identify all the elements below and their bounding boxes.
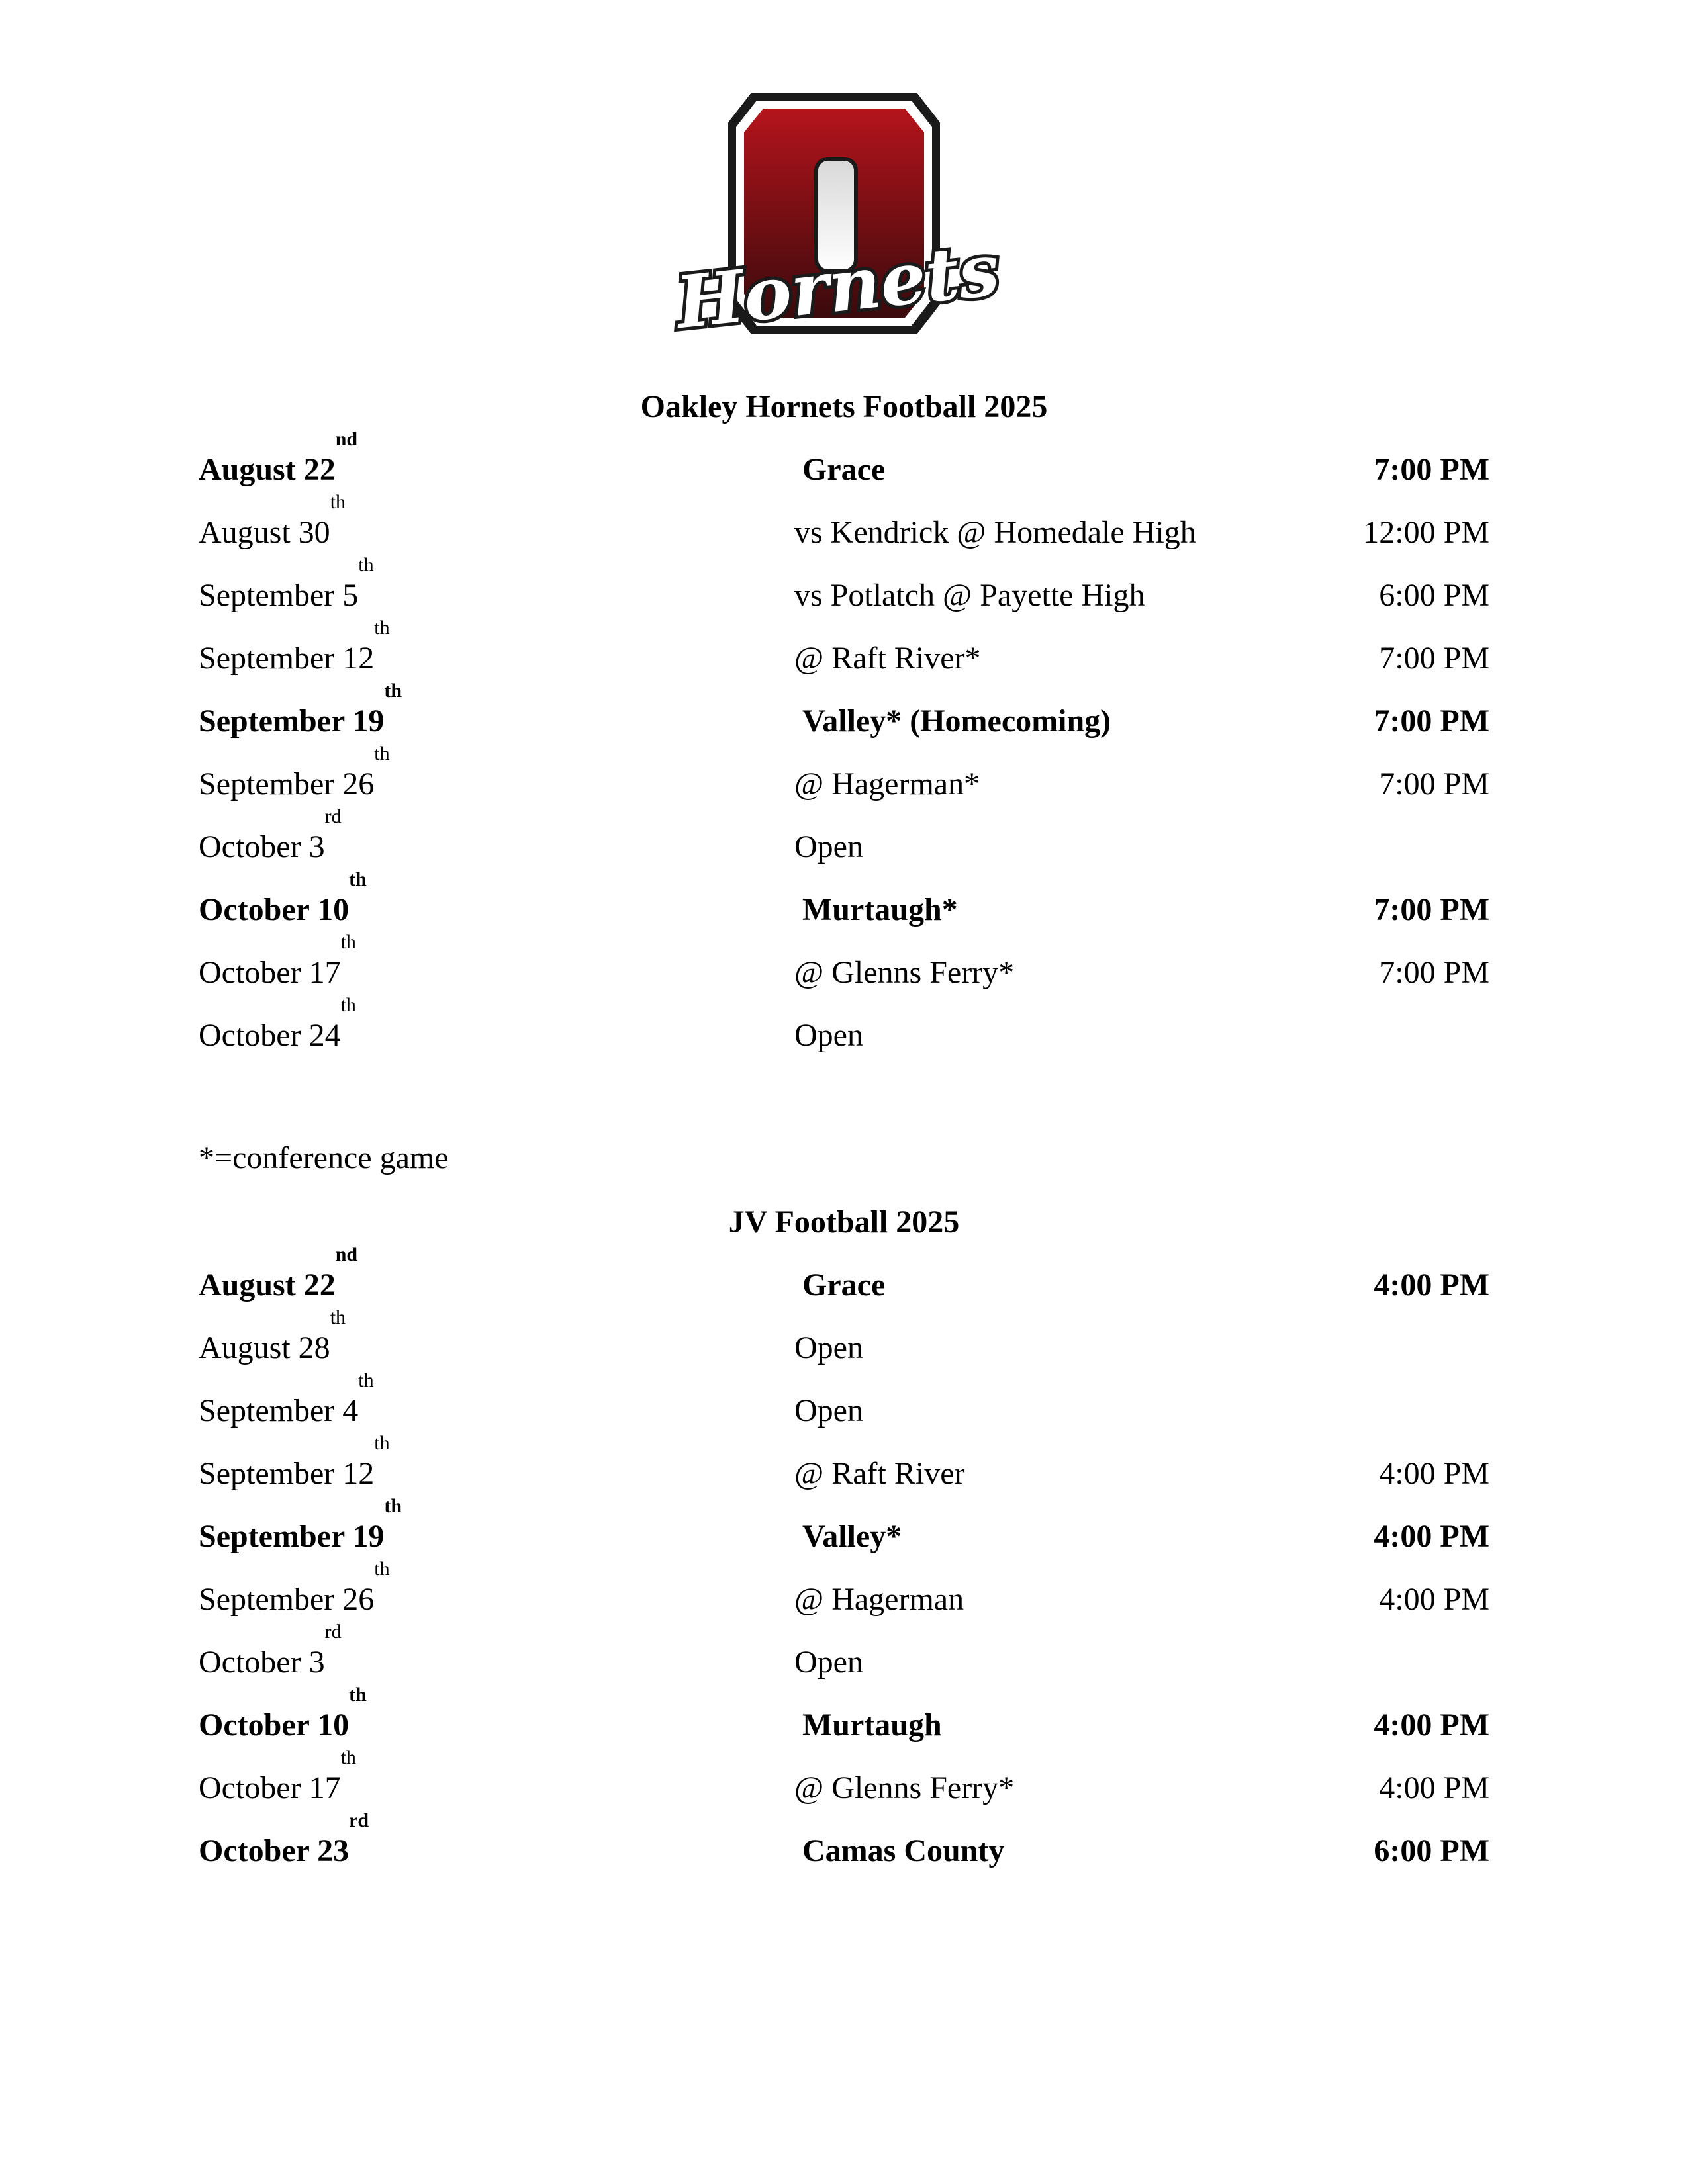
game-opponent: vs Kendrick @ Homedale High (794, 515, 1196, 550)
date-suffix: th (358, 1369, 374, 1391)
game-date: September 4th (199, 1369, 374, 1428)
game-time: 4:00 PM (1374, 1267, 1489, 1302)
game-opponent: @ Hagerman* (794, 766, 980, 801)
schedule-row (0, 1244, 1688, 1306)
schedule-row (0, 1432, 1688, 1495)
game-date: October 17th (199, 1747, 356, 1805)
game-date: September 19th (199, 680, 402, 739)
game-opponent: Open (794, 1018, 863, 1053)
game-time: 4:00 PM (1374, 1519, 1489, 1554)
date-suffix: th (349, 1684, 367, 1706)
schedule-row (0, 1558, 1688, 1621)
date-suffix: th (349, 868, 367, 890)
game-date: September 26th (199, 1558, 390, 1617)
date-suffix: nd (335, 1244, 358, 1265)
game-date: October 17th (199, 931, 356, 990)
date-suffix: th (330, 1306, 346, 1328)
game-opponent: Valley* (802, 1519, 902, 1554)
game-time: 4:00 PM (1379, 1582, 1489, 1617)
game-time: 4:00 PM (1374, 1707, 1489, 1743)
game-opponent: @ Glenns Ferry* (794, 1770, 1015, 1805)
date-suffix: th (340, 1747, 356, 1768)
game-opponent: @ Glenns Ferry* (794, 955, 1015, 990)
date-suffix: th (340, 931, 356, 953)
game-date: August 22nd (199, 428, 358, 487)
game-date: August 28th (199, 1306, 346, 1365)
schedule-row (0, 1495, 1688, 1558)
date-suffix: th (374, 1432, 390, 1454)
game-opponent: Grace (802, 1267, 886, 1302)
game-date: August 30th (199, 491, 346, 550)
date-suffix: th (374, 1558, 390, 1580)
date-suffix: th (374, 617, 390, 639)
game-date: October 3rd (199, 805, 342, 864)
schedule-row (0, 428, 1688, 491)
logo-script-text: Hornets (672, 228, 1004, 345)
game-date: October 23rd (199, 1809, 369, 1868)
varsity-title: Oakley Hornets Football 2025 (640, 389, 1048, 424)
game-opponent: @ Raft River* (794, 641, 981, 676)
game-date: September 19th (199, 1495, 402, 1554)
date-suffix: rd (324, 805, 342, 827)
game-time: 7:00 PM (1379, 766, 1489, 801)
game-opponent: Open (794, 1330, 863, 1365)
schedule-row (0, 554, 1688, 617)
schedule-row (0, 680, 1688, 743)
game-date: October 24th (199, 994, 356, 1053)
schedule-row (0, 1306, 1688, 1369)
game-opponent: Camas County (802, 1833, 1005, 1868)
date-suffix: th (384, 1495, 402, 1517)
schedule-row (0, 868, 1688, 931)
game-time: 7:00 PM (1379, 955, 1489, 990)
date-suffix: th (384, 680, 402, 702)
game-date: October 10th (199, 1684, 367, 1743)
game-date: September 12th (199, 1432, 390, 1491)
schedule-row (0, 1747, 1688, 1809)
game-time: 7:00 PM (1374, 892, 1489, 927)
game-time: 12:00 PM (1363, 515, 1489, 550)
game-time: 6:00 PM (1374, 1833, 1489, 1868)
date-suffix: rd (324, 1621, 342, 1643)
game-opponent: Murtaugh (802, 1707, 942, 1743)
game-opponent: @ Raft River (794, 1456, 965, 1491)
game-opponent: Open (794, 1645, 863, 1680)
game-opponent: Open (794, 1393, 863, 1428)
game-time: 4:00 PM (1379, 1770, 1489, 1805)
date-suffix: th (358, 554, 374, 576)
game-opponent: Open (794, 829, 863, 864)
game-time: 6:00 PM (1379, 578, 1489, 613)
game-date: August 22nd (199, 1244, 358, 1302)
schedule-row (0, 1809, 1688, 1872)
schedule-row (0, 617, 1688, 680)
schedule-row (0, 1621, 1688, 1684)
game-opponent: Murtaugh* (802, 892, 958, 927)
game-date: October 10th (199, 868, 367, 927)
game-opponent: vs Potlatch @ Payette High (794, 578, 1145, 613)
game-opponent: Valley* (Homecoming) (802, 704, 1111, 739)
conference-note: *=conference game (199, 1140, 449, 1175)
game-time: 7:00 PM (1374, 704, 1489, 739)
schedule-row (0, 994, 1688, 1057)
date-suffix: th (374, 743, 390, 764)
schedule-row (0, 1684, 1688, 1747)
game-time: 7:00 PM (1374, 452, 1489, 487)
schedule-row (0, 491, 1688, 554)
date-suffix: th (330, 491, 346, 513)
jv-title: JV Football 2025 (728, 1205, 960, 1240)
schedule-row (0, 805, 1688, 868)
date-suffix: rd (349, 1809, 369, 1831)
date-suffix: th (340, 994, 356, 1016)
game-time: 4:00 PM (1379, 1456, 1489, 1491)
game-date: October 3rd (199, 1621, 342, 1680)
schedule-row (0, 1369, 1688, 1432)
game-opponent: Grace (802, 452, 886, 487)
game-date: September 26th (199, 743, 390, 801)
schedule-row (0, 743, 1688, 805)
game-date: September 5th (199, 554, 374, 613)
game-opponent: @ Hagerman (794, 1582, 964, 1617)
hornets-logo (672, 86, 1004, 345)
schedule-row (0, 931, 1688, 994)
game-time: 7:00 PM (1379, 641, 1489, 676)
date-suffix: nd (335, 428, 358, 450)
game-date: September 12th (199, 617, 390, 676)
